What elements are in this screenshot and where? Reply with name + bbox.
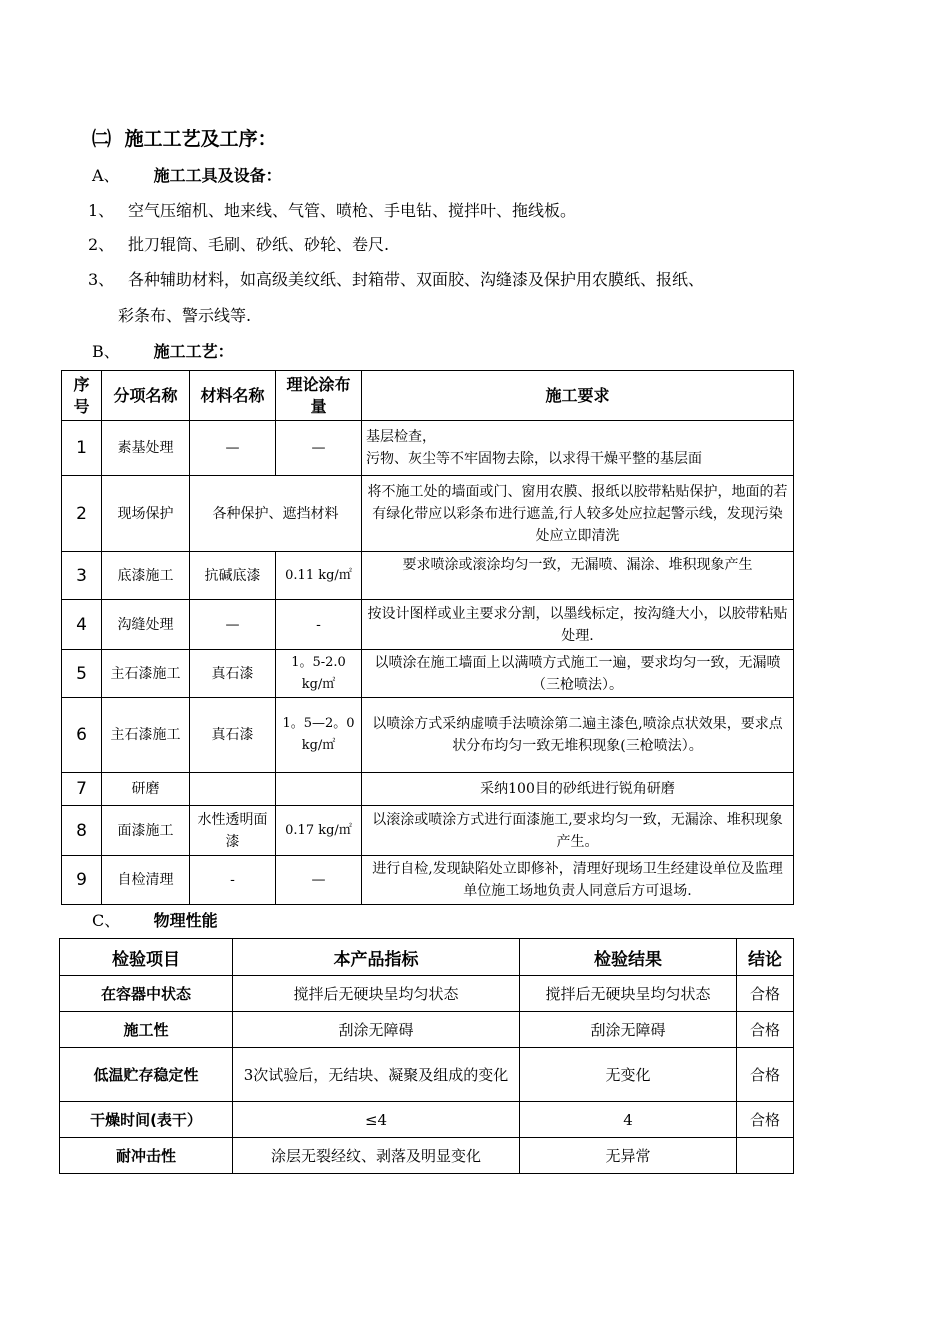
cell-test-result: 4 <box>520 1102 737 1138</box>
section-heading <box>92 124 277 151</box>
table-row <box>62 600 794 650</box>
cell-amount: 1。5-2.0 kg/㎡ <box>276 650 362 698</box>
table-row <box>62 773 794 806</box>
cell-amount: — <box>276 856 362 905</box>
cell-test-item: 干燥时间(表干） <box>60 1102 233 1138</box>
cell-material: 抗碱底漆 <box>190 552 276 600</box>
cell-amount: 0.11 kg/㎡ <box>276 552 362 600</box>
cell-conclusion: 合格 <box>737 1102 794 1138</box>
cell-test-item: 施工性 <box>60 1012 233 1048</box>
cell-req-line: 污物、灰尘等不牢固物去除，以求得干燥平整的基层面 <box>366 451 702 467</box>
cell-seq: 3 <box>62 552 102 600</box>
table-row <box>60 1138 794 1174</box>
table-row <box>62 421 794 476</box>
cell-conclusion: 合格 <box>737 976 794 1012</box>
cell-item: 自检清理 <box>102 856 190 905</box>
cell-product-index: 涂层无裂经纹、剥落及明显变化 <box>233 1138 520 1174</box>
cell-req: 按设计图样或业主要求分割，以墨线标定，按沟缝大小，以胶带粘贴处理. <box>362 600 794 650</box>
cell-material: — <box>190 421 276 476</box>
cell-product-index: 3次试验后，无结块、凝聚及组成的变化 <box>233 1048 520 1102</box>
cell-material: 水性透明面漆 <box>190 806 276 856</box>
section-c-label: C、 <box>92 911 121 930</box>
section-c-title: 物理性能 <box>153 911 218 930</box>
section-a-label: A、 <box>92 166 120 185</box>
header-seq: 序号 <box>62 371 102 421</box>
table-header-row <box>60 939 794 976</box>
cell-material: 真石漆 <box>190 698 276 773</box>
cell-seq: 4 <box>62 600 102 650</box>
list-item-number: 1、 <box>88 201 115 220</box>
section-a-title: 施工工具及设备： <box>153 166 282 185</box>
table-row <box>62 806 794 856</box>
cell-product-index: ≤4 <box>233 1102 520 1138</box>
list-item-text: 各种辅助材料，如高级美纹纸、封箱带、双面胶、沟缝漆及保护用农膜纸、报纸、 <box>128 270 705 289</box>
cell-test-item: 耐冲击性 <box>60 1138 233 1174</box>
cell-req-line: 基层检查， <box>366 429 436 445</box>
cell-amount: — <box>276 421 362 476</box>
header-req: 施工要求 <box>362 371 794 421</box>
table-row <box>60 1012 794 1048</box>
cell-test-result: 刮涂无障碍 <box>520 1012 737 1048</box>
cell-item: 沟缝处理 <box>102 600 190 650</box>
table-row <box>62 650 794 698</box>
cell-seq: 9 <box>62 856 102 905</box>
cell-item: 素基处理 <box>102 421 190 476</box>
header-amount: 理论涂布量 <box>276 371 362 421</box>
section-c-heading <box>92 908 218 931</box>
cell-req-text: 要求喷涂或滚涂均匀一致，无漏喷、漏涂、堆积现象产生 <box>402 556 753 573</box>
cell-seq: 2 <box>62 476 102 552</box>
heading-title: 施工工艺及工序： <box>124 128 277 150</box>
physical-properties-table <box>59 938 794 1174</box>
cell-req: 以喷涂在施工墙面上以满喷方式施工一遍，要求均匀一致，无漏喷（三枪喷法）。 <box>362 650 794 698</box>
cell-test-result: 无变化 <box>520 1048 737 1102</box>
list-item <box>88 198 576 221</box>
header-test-result: 检验结果 <box>520 939 737 976</box>
section-b-label: B、 <box>92 342 120 361</box>
table-header-row <box>62 371 794 421</box>
cell-conclusion: 合格 <box>737 1012 794 1048</box>
cell-product-index: 搅拌后无硬块呈均匀状态 <box>233 976 520 1012</box>
cell-req: 将不施工处的墙面或门、窗用农膜、报纸以胶带粘贴保护，地面的若有绿化带应以彩条布进行遮盖,行人较多处应拉起警示线，发现污染处应立即清洗 <box>362 476 794 552</box>
section-a-heading <box>92 163 282 186</box>
cell-material: — <box>190 600 276 650</box>
table-row <box>62 552 794 600</box>
cell-product-index: 刮涂无障碍 <box>233 1012 520 1048</box>
cell-amount: 0.17 kg/㎡ <box>276 806 362 856</box>
cell-material <box>190 773 276 806</box>
cell-req: 以喷涂方式采纳虚喷手法喷涂第二遍主漆色,喷涂点状效果，要求点状分布均匀一致无堆积现象(三枪喷法）。 <box>362 698 794 773</box>
list-item-text: 空气压缩机、地来线、气管、喷枪、手电钻、搅拌叶、拖线板。 <box>128 201 577 220</box>
cell-item: 底漆施工 <box>102 552 190 600</box>
cell-seq: 6 <box>62 698 102 773</box>
table-row <box>62 476 794 552</box>
table-row <box>60 976 794 1012</box>
list-item-number: 2、 <box>88 235 115 254</box>
cell-amount <box>276 773 362 806</box>
section-b-heading <box>92 339 234 362</box>
header-product-index: 本产品指标 <box>233 939 520 976</box>
cell-item: 主石漆施工 <box>102 650 190 698</box>
list-item-text: 批刀辊筒、毛刷、砂纸、砂轮、卷尺. <box>128 235 390 254</box>
header-test-item: 检验项目 <box>60 939 233 976</box>
cell-material: - <box>190 856 276 905</box>
table-row <box>60 1048 794 1102</box>
cell-item: 研磨 <box>102 773 190 806</box>
cell-req: 采纳100目的砂纸进行锐角研磨 <box>362 773 794 806</box>
cell-material: 各种保护、遮挡材料 <box>190 476 362 552</box>
cell-req: 以滚涂或喷涂方式进行面漆施工,要求均匀一致，无漏涂、堆积现象产生。 <box>362 806 794 856</box>
cell-seq: 7 <box>62 773 102 806</box>
cell-test-result: 无异常 <box>520 1138 737 1174</box>
heading-number: ㈡ <box>92 128 112 150</box>
cell-req <box>362 552 794 600</box>
cell-item: 现场保护 <box>102 476 190 552</box>
section-b-title: 施工工艺： <box>153 342 234 361</box>
table-row <box>62 856 794 905</box>
header-item: 分项名称 <box>102 371 190 421</box>
list-item-continuation: 彩条布、警示线等. <box>118 306 252 325</box>
cell-material: 真石漆 <box>190 650 276 698</box>
cell-test-item: 低温贮存稳定性 <box>60 1048 233 1102</box>
process-table <box>61 370 794 905</box>
list-item <box>88 232 389 255</box>
cell-amount: - <box>276 600 362 650</box>
cell-item: 主石漆施工 <box>102 698 190 773</box>
header-material: 材料名称 <box>190 371 276 421</box>
list-item-number: 3、 <box>88 270 115 289</box>
cell-test-result: 搅拌后无硬块呈均匀状态 <box>520 976 737 1012</box>
table-row <box>62 698 794 773</box>
cell-item: 面漆施工 <box>102 806 190 856</box>
cell-conclusion <box>737 1138 794 1174</box>
table-row <box>60 1102 794 1138</box>
cell-seq: 5 <box>62 650 102 698</box>
header-conclusion: 结论 <box>737 939 794 976</box>
list-item <box>88 267 704 290</box>
cell-seq: 1 <box>62 421 102 476</box>
cell-seq: 8 <box>62 806 102 856</box>
cell-conclusion: 合格 <box>737 1048 794 1102</box>
cell-req <box>362 421 794 476</box>
cell-req: 进行自检,发现缺陷处立即修补，清理好现场卫生经建设单位及监理单位施工场地负责人同意后方可退场. <box>362 856 794 905</box>
cell-amount: 1。5—2。0 kg/㎡ <box>276 698 362 773</box>
cell-test-item: 在容器中状态 <box>60 976 233 1012</box>
